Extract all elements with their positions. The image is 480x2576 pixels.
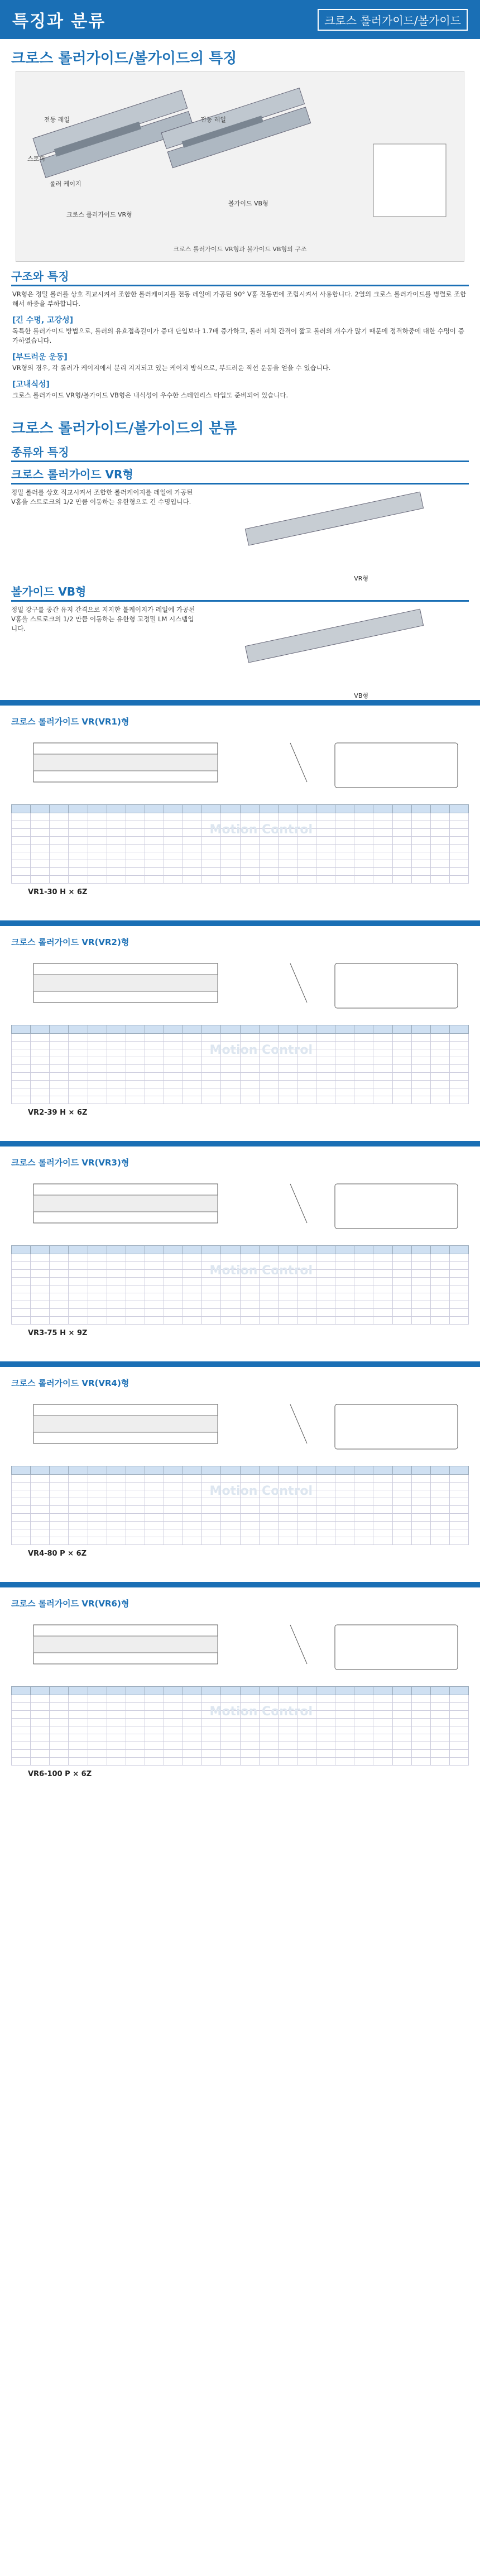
spec-section	[0, 920, 480, 1141]
page-title: 특징과 분류	[12, 12, 106, 31]
table-row	[12, 1695, 469, 1703]
header-banner	[0, 0, 480, 39]
label-vb: 볼가이드 VB형	[228, 200, 268, 207]
table-row	[12, 1088, 469, 1096]
section-drawing	[11, 952, 469, 1019]
spec-table	[11, 1245, 469, 1325]
classification-subtitle: 종류와 특징	[11, 443, 469, 462]
spec-section	[0, 1582, 480, 1802]
table-row	[12, 1514, 469, 1522]
table-row	[12, 845, 469, 852]
product-vb	[11, 583, 469, 700]
table-row	[12, 1537, 469, 1545]
table-row	[12, 1758, 469, 1766]
figure-caption: 크로스 롤러가이드 VR형과 볼가이드 VB형의 구조	[173, 246, 307, 253]
section-drawing	[11, 1173, 469, 1240]
section-drawing	[11, 732, 469, 799]
spec-table	[11, 804, 469, 884]
watermark: Motion Control	[209, 1484, 313, 1498]
item-2-body: VR형의 경우, 각 롤러가 케이지에서 분리 지지되고 있는 케이지 방식으로, 부드러운 직선 운동을 얻을 수 있습니다.	[12, 364, 331, 372]
spec-table	[11, 1025, 469, 1104]
spec-section	[0, 1141, 480, 1361]
watermark: Motion Control	[209, 1043, 313, 1057]
table-row	[12, 1081, 469, 1088]
table-row	[12, 1057, 469, 1065]
item-2-title: [부드러운 운동]	[12, 353, 68, 362]
table-row	[12, 1301, 469, 1309]
item-1-title: [긴 수명, 고강성]	[12, 316, 74, 325]
label-cage: 롤러 케이지	[50, 180, 81, 188]
spec-section	[0, 700, 480, 920]
model-code: VR3-75 H × 9Z	[28, 1329, 88, 1337]
table-row	[12, 1034, 469, 1042]
table-row	[12, 852, 469, 860]
label-stopper: 스토퍼	[27, 155, 45, 162]
label-rail: 전동 레일	[44, 116, 70, 123]
table-row	[12, 1719, 469, 1726]
structure-title: 구조와 특징	[11, 267, 469, 286]
table-row	[12, 813, 469, 821]
label-vr: 크로스 롤러가이드 VR형	[66, 211, 132, 218]
table-row	[12, 1522, 469, 1529]
category-badge: 크로스 롤러가이드/볼가이드	[318, 9, 468, 31]
section-drawing	[11, 1393, 469, 1460]
table-row	[12, 1734, 469, 1742]
table-row	[12, 1096, 469, 1104]
watermark: Motion Control	[209, 1705, 313, 1719]
table-row	[12, 1475, 469, 1483]
product-vr-desc: 정밀 롤러를 상호 직교시켜서 조합한 롤러케이지를 레일에 가공된 V홈을 스트로크의 1/2 만큼 이동하는 유한형으로 긴 수명입니다.	[11, 488, 193, 506]
product-vb-label: VB형	[354, 692, 368, 699]
watermark: Motion Control	[209, 1264, 313, 1278]
product-vb-desc: 정밀 강구를 중간 유지 간격으로 지지한 볼케이지가 레일에 가공된 V홈을 스트로크의 1/2 만큼 이동하는 유한형 고정밀 LM 시스템입니다.	[11, 606, 195, 632]
table-row	[12, 876, 469, 884]
table-row	[12, 1498, 469, 1506]
table-row	[12, 1285, 469, 1293]
table-row	[12, 868, 469, 876]
product-vb-name: 볼가이드 VB형	[11, 583, 469, 602]
spec-table	[11, 1686, 469, 1766]
table-row	[12, 1726, 469, 1734]
product-vb-image	[234, 605, 435, 672]
product-vr-label: VR형	[354, 575, 368, 582]
spec-table	[11, 1466, 469, 1545]
structure-figure	[16, 71, 464, 262]
table-row	[12, 1278, 469, 1285]
section-title: 크로스 롤러가이드 VR(VR2)형	[11, 937, 129, 947]
model-code: VR6-100 P × 6Z	[28, 1770, 92, 1778]
section-title: 크로스 롤러가이드 VR(VR3)형	[11, 1158, 129, 1168]
classification-title: 크로스 롤러가이드/볼가이드의 분류	[11, 420, 237, 437]
watermark: Motion Control	[209, 823, 313, 837]
table-row	[12, 1293, 469, 1301]
item-1-body: 독특한 롤러가이드 방법으로, 롤러의 유효접촉길이가 증대 단입보다 1.7배 증가하고, 롤러 피치 간격이 짧고 롤러의 개수가 많기 때문에 정격하중에 대한 수명이 증가하였습니다.	[12, 327, 464, 344]
structure-body: VR형은 정밀 롤러를 상호 직교시켜서 조합한 롤러케이지를 전동 레일에 가공된 90° V홈 전동면에 조립시켜서 사용합니다. 2열의 크로스 롤러가이드를 병렬로 조합해서 하중을 부하합니다.	[12, 290, 467, 308]
product-vr-image	[234, 488, 435, 555]
table-row	[12, 1506, 469, 1514]
table-row	[12, 1065, 469, 1073]
product-vr-name: 크로스 롤러가이드 VR형	[11, 466, 469, 485]
item-3-body: 크로스 롤러가이드 VR형/볼가이드 VB형은 내식성이 우수한 스테인리스 타입도 준비되어 있습니다.	[12, 391, 289, 399]
spec-sections	[0, 700, 480, 1802]
spec-section	[0, 1361, 480, 1582]
item-3-title: [고내식성]	[12, 380, 50, 389]
model-code: VR4-80 P × 6Z	[28, 1550, 87, 1558]
table-row	[12, 1742, 469, 1750]
table-row	[12, 1529, 469, 1537]
section-title: 크로스 롤러가이드 VR(VR1)형	[11, 717, 129, 727]
features-title: 크로스 롤러가이드/볼가이드의 특징	[11, 50, 237, 67]
model-code: VR1-30 H × 6Z	[28, 888, 88, 896]
table-row	[12, 1317, 469, 1325]
section-title: 크로스 롤러가이드 VR(VR6)형	[11, 1599, 129, 1609]
table-row	[12, 1073, 469, 1081]
table-row	[12, 1309, 469, 1317]
label-rail-2: 전동 레일	[200, 116, 227, 123]
table-row	[12, 860, 469, 868]
section-drawing	[11, 1614, 469, 1681]
table-row	[12, 837, 469, 845]
model-code: VR2-39 H × 6Z	[28, 1109, 88, 1117]
product-vr	[11, 466, 469, 583]
section-title: 크로스 롤러가이드 VR(VR4)형	[11, 1378, 129, 1388]
guide-illustration	[16, 71, 464, 239]
table-row	[12, 1750, 469, 1758]
table-row	[12, 1254, 469, 1262]
